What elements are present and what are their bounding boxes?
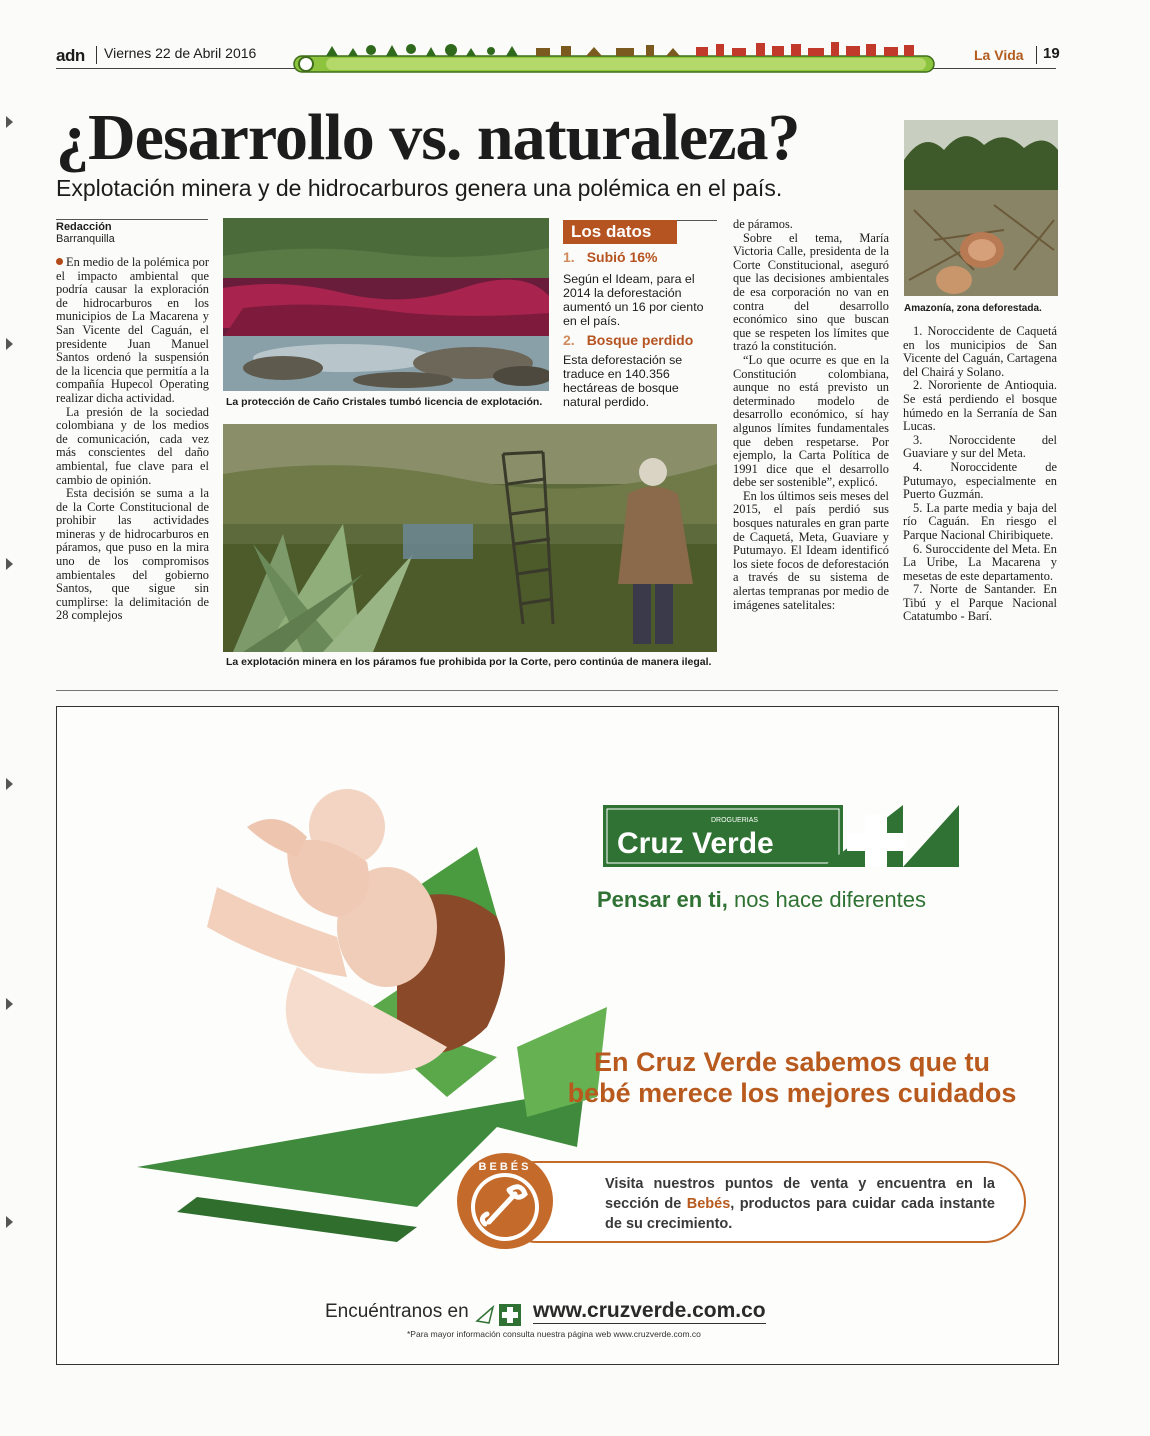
- issue-date: Viernes 22 de Abril 2016: [104, 45, 257, 61]
- cano-cristales-photo: [223, 218, 549, 391]
- byline-city: Barranquilla: [56, 233, 115, 245]
- bullet-icon: [56, 258, 63, 265]
- photo-caption: La protección de Caño Cristales tumbó licencia de explotación.: [226, 396, 543, 408]
- divider: [96, 46, 97, 64]
- paragraph: Esta decisión se suma a la de la Corte Constitucional de prohibir las actividades mineras y de hidrocarburos en páramos, que puso en la mira uno de los compromisos ambientales del gobierno Santos, que sigue sin cumplirse: la delimitación de 28 complejos: [56, 486, 209, 623]
- ad-footnote: *Para mayor información consulta nuestra página web www.cruzverde.com.co: [407, 1329, 701, 1339]
- data-box-title: Los datos: [563, 220, 677, 244]
- ad-headline: En Cruz Verde sabemos que tu bebé merece los mejores cuidados: [567, 1047, 1017, 1108]
- section-rule: [56, 690, 1058, 691]
- ad-slogan: Pensar en ti, nos hace diferentes: [597, 887, 926, 912]
- paragraph: En medio de la polémica por el impacto ambiental que podría causar la exploración de hidrocarburos en los municipios de La Macarena y San Vicente del Caguán, el presidente Juan Manuel Santos ordenó la suspensión de la licencia que permitía a la compañía Hupecol Operating realizar dicha actividad.: [56, 256, 209, 405]
- margin-arrow-icon: [6, 558, 13, 570]
- landscape-strip-illustration: [286, 42, 941, 76]
- amazonia-deforested-photo: [904, 120, 1058, 296]
- paragraph: La presión de la sociedad colombiana y de los medios de comunicación, cada vez más conscientes del daño ambiental, fue clave para el cambio de opinión.: [56, 404, 209, 487]
- paragraph: En los últimos seis meses del 2015, el país perdió sus bosques naturales en gran parte de Caquetá, Meta, Guaviare y Putumayo. El Ideam identificó los siete focos de deforestación a través de su sistema de alertas tempranas por medio de imágenes satelitales:: [733, 488, 889, 612]
- article-column-4: [903, 325, 1057, 670]
- article-subhead: Explotación minera y de hidrocarburos genera una polémica en el país.: [56, 175, 783, 201]
- ad-pill-text: Visita nuestros puntos de venta y encuentra en la sección de Bebés, productos para cuidar cada instante de su crecimiento.: [605, 1176, 995, 1232]
- svg-text:Cruz Verde: Cruz Verde: [617, 827, 774, 860]
- paragraph: de páramos.: [733, 218, 793, 231]
- data-item-title: 2. Bosque perdido: [563, 332, 694, 348]
- byline-rule: [56, 219, 208, 220]
- cruz-verde-logo: [603, 805, 959, 871]
- svg-text:DROGUERIAS: DROGUERIAS: [711, 817, 759, 824]
- list-item: 3. Noroccidente del Guaviare y sur del Meta.: [903, 432, 1057, 461]
- list-item: 7. Norte de Santander. En Tibú y el Parque Nacional Catatumbo - Barí.: [903, 582, 1057, 624]
- page-header: [56, 42, 1062, 82]
- svg-text:BEBÉS: BEBÉS: [478, 1161, 532, 1173]
- list-item: 1. Noroccidente de Caquetá en los municipios de San Vicente del Caguán, Cartagena del Chairá y Solano.: [903, 325, 1057, 379]
- cruz-verde-advertisement: [56, 706, 1059, 1365]
- list-item: 6. Suroccidente del Meta. En La Uribe, La Macarena y mesetas de este departamento.: [903, 541, 1057, 583]
- list-item: 4. Noroccidente de Putumayo, especialmente en Puerto Guzmán.: [903, 459, 1057, 502]
- website-link[interactable]: www.cruzverde.com.co: [533, 1299, 766, 1322]
- paragraph: “Lo que ocurre es que en la Constitución colombiana, aunque no está previsto un determinado modelo de desarrollo económico, sí hay algunos límites fundamentales que deben respetarse. Por ejemplo, la Carta Política de 1991 dice que el desarrollo debe ser sostenible”, explicó.: [733, 352, 889, 490]
- photo-caption: La explotación minera en los páramos fue prohibida por la Corte, pero continúa de manera ilegal.: [226, 656, 712, 668]
- divider: [1036, 46, 1037, 64]
- find-us-label: Encuéntranos en: [325, 1301, 469, 1322]
- mining-paramo-photo: [223, 424, 717, 652]
- article-column-1: [56, 256, 209, 668]
- margin-arrow-icon: [6, 1216, 13, 1228]
- margin-arrow-icon: [6, 338, 13, 350]
- data-item-body: Según el Ideam, para el 2014 la deforestación aumentó un 16 por ciento en el país.: [563, 272, 704, 328]
- margin-arrow-icon: [6, 116, 13, 128]
- article-headline: ¿Desarrollo vs. naturaleza?: [56, 101, 800, 174]
- data-box-rule: [677, 220, 717, 221]
- article-column-3: [733, 218, 889, 670]
- margin-arrow-icon: [6, 778, 13, 790]
- list-item: 2. Nororiente de Antioquia. Se está perdiendo el bosque húmedo en la Serranía de San Lucas.: [903, 378, 1057, 434]
- byline-name: Redacción: [56, 221, 112, 233]
- newspaper-logo: adn: [56, 46, 85, 65]
- data-item-title: 1. Subió 16%: [563, 249, 658, 265]
- data-item-body: Esta deforestación se traduce en 140.356 hectáreas de bosque natural perdido.: [563, 353, 683, 409]
- list-item: 5. La parte media y baja del río Caguán. En riesgo el Parque Nacional Chiribiquete.: [903, 500, 1057, 542]
- page-number: 19: [1043, 45, 1060, 62]
- photo-caption: Amazonía, zona deforestada.: [904, 303, 1042, 314]
- margin-arrow-icon: [6, 998, 13, 1010]
- section-name: La Vida: [974, 47, 1024, 63]
- cross-icon: [475, 1303, 525, 1327]
- paragraph: Sobre el tema, María Victoria Calle, presidenta de la Corte Constitucional, aseguró que las decisiones ambientales de esa corporación no van en contra del desarrollo económico sino que buscan que se respeten los límites que trazó la constitución.: [733, 230, 889, 354]
